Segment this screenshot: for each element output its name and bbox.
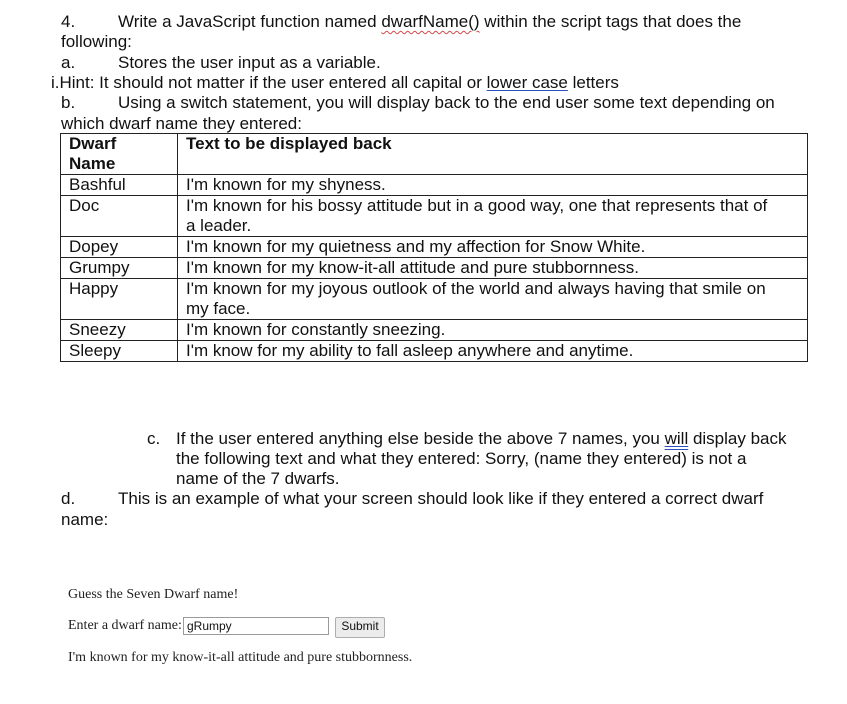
item-c-line1-before: If the user entered anything else beside the above 7 names, you <box>176 429 665 448</box>
demo-label: Enter a dwarf name: <box>68 618 182 633</box>
demo-result: I'm known for my know-it-all attitude and pure stubbornness. <box>68 650 413 665</box>
table-row <box>61 196 808 237</box>
item-c-underlined: will <box>664 429 689 448</box>
dwarf-name-input[interactable]: gRumpy <box>183 617 329 635</box>
header-dwarf-name <box>61 134 178 175</box>
submit-button[interactable]: Submit <box>335 617 385 638</box>
item-b-continuation: which dwarf name they entered: <box>61 114 302 133</box>
dwarf-name-cell: Sneezy <box>61 320 178 341</box>
header-dwarf-name-line2: Name <box>69 154 116 173</box>
item-4-text-before: Write a JavaScript function named <box>118 12 382 31</box>
dwarf-name-cell: Happy <box>61 279 178 320</box>
dwarf-name-cell: Grumpy <box>61 258 178 279</box>
dwarf-name-cell: Bashful <box>61 175 178 196</box>
hint-underlined: lower case <box>486 73 568 92</box>
dwarf-text-cell: I'm known for constantly sneezing. <box>178 320 808 341</box>
dwarf-table <box>60 133 808 362</box>
table-row <box>61 237 808 258</box>
item-d-text: This is an example of what your screen should look like if they entered a correct dwarf <box>118 489 764 508</box>
header-text-displayed: Text to be displayed back <box>178 134 808 175</box>
dwarf-name-cell: Doc <box>61 196 178 237</box>
table-row <box>61 320 808 341</box>
dwarf-text-line1: I'm known for my joyous outlook of the world and always having that smile on <box>186 279 766 298</box>
table-row <box>61 258 808 279</box>
item-c-letter: c. <box>147 429 161 448</box>
table-header-row <box>61 134 808 175</box>
hint-prefix: i.Hint: It should not matter if the user entered all capital or <box>51 73 487 92</box>
item-c-line2: the following text and what they entered: Sorry, (name they entered) is not a <box>176 449 747 468</box>
item-c-line1 <box>176 429 787 449</box>
dwarf-name-cell: Sleepy <box>61 341 178 362</box>
header-dwarf-name-line1: Dwarf <box>69 134 117 153</box>
hint-suffix: letters <box>567 73 619 92</box>
function-name: dwarfName() <box>381 12 480 31</box>
item-d-continuation: name: <box>61 510 109 529</box>
item-a-text: Stores the user input as a variable. <box>118 53 381 72</box>
table-row <box>61 175 808 196</box>
dwarf-text-cell: I'm known for my know-it-all attitude and pure stubbornness. <box>178 258 808 279</box>
dwarf-text-cell: I'm known for my shyness. <box>178 175 808 196</box>
item-b-letter: b. <box>61 93 76 112</box>
hint-line <box>51 73 619 93</box>
table-row <box>61 341 808 362</box>
dwarf-text-cell <box>178 196 808 237</box>
demo-heading: Guess the Seven Dwarf name! <box>68 587 239 602</box>
item-c-line3: name of the 7 dwarfs. <box>176 469 340 488</box>
dwarf-text-line2: my face. <box>186 299 251 318</box>
dwarf-text-cell <box>178 279 808 320</box>
item-4-continuation: following: <box>61 32 132 51</box>
item-a-letter: a. <box>61 53 76 72</box>
dwarf-text-line2: a leader. <box>186 216 252 235</box>
dwarf-text-line1: I'm known for his bossy attitude but in a good way, one that represents that of <box>186 196 768 215</box>
item-4-line <box>118 12 741 32</box>
item-c-line1-after: display back <box>688 429 787 448</box>
item-b-text: Using a switch statement, you will display back to the end user some text depending on <box>118 93 775 112</box>
item-4-number: 4. <box>61 12 76 31</box>
table-row <box>61 279 808 320</box>
dwarf-text-cell: I'm know for my ability to fall asleep anywhere and anytime. <box>178 341 808 362</box>
dwarf-name-cell: Dopey <box>61 237 178 258</box>
dwarf-text-cell: I'm known for my quietness and my affection for Snow White. <box>178 237 808 258</box>
item-4-text-after: within the script tags that does the <box>479 12 742 31</box>
item-d-letter: d. <box>61 489 76 508</box>
